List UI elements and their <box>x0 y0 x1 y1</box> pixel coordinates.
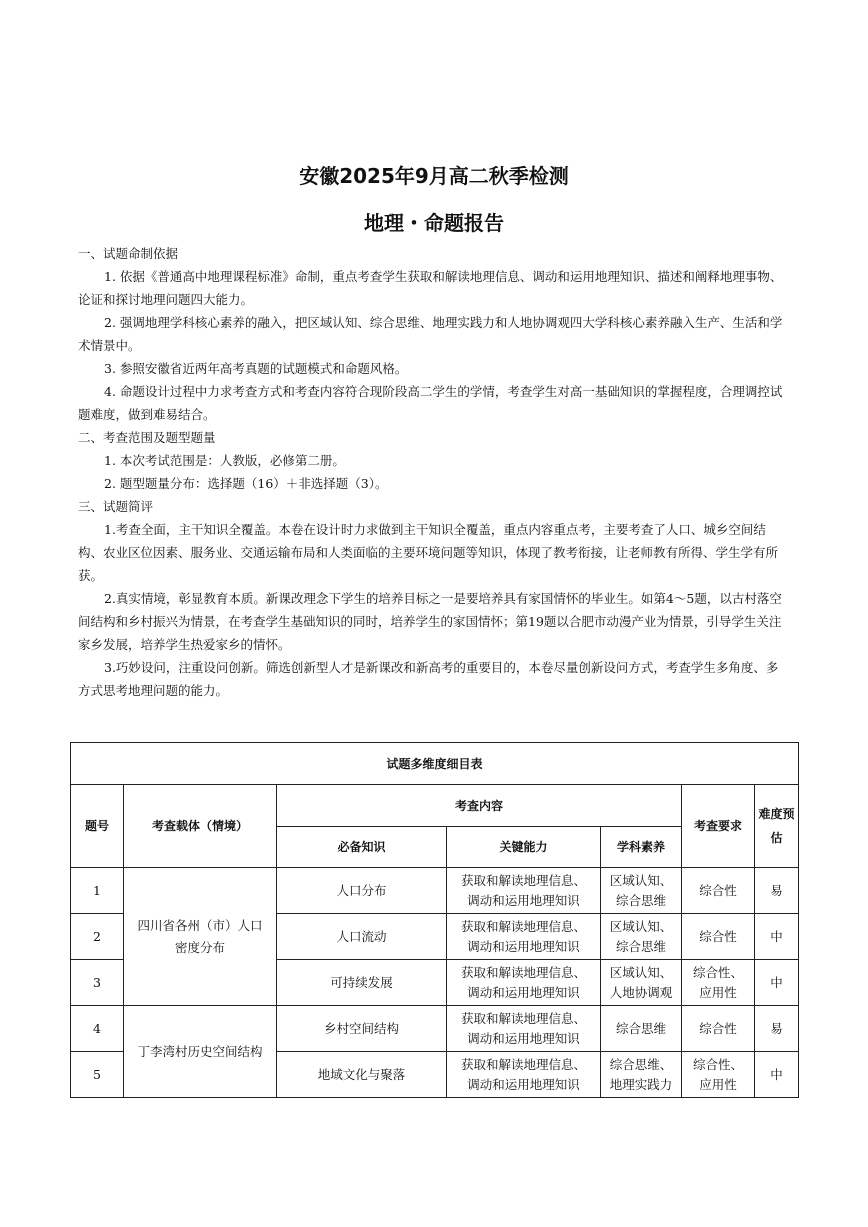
cell-carrier: 四川省各州（市）人口密度分布 <box>124 868 277 1006</box>
cell-ability: 获取和解读地理信息、调动和运用地理知识 <box>447 1006 601 1052</box>
cell-difficulty: 中 <box>755 960 799 1006</box>
cell-knowledge: 人口分布 <box>277 868 447 914</box>
header-requirement: 考查要求 <box>682 785 755 868</box>
paragraph: 2.真实情境，彰显教育本质。新课改理念下学生的培养目标之一是要培养具有家国情怀的毕业生。如第4～5题，以古村落空间结构和乡村振兴为情景，在考查学生基础知识的同时，培养学生的家国情怀；第19题以合肥市动漫产业为情景，引导学生关注家乡发展，培养学生热爱家乡的情怀。 <box>78 591 782 652</box>
table-caption: 试题多维度细目表 <box>71 743 799 785</box>
paragraph: 3.巧妙设问，注重设问创新。筛选创新型人才是新课改和新高考的重要目的，本卷尽量创新设问方式，考查学生多角度、多方式思考地理问题的能力。 <box>78 660 779 698</box>
cell-requirement: 综合性、应用性 <box>682 960 755 1006</box>
header-literacy: 学科素养 <box>601 827 682 868</box>
cell-ability: 获取和解读地理信息、调动和运用地理知识 <box>447 960 601 1006</box>
page-title: 安徽2025年9月高二秋季检测 <box>299 164 569 188</box>
paragraph: 3. 参照安徽省近两年高考真题的试题模式和命题风格。 <box>104 361 408 376</box>
cell-num: 5 <box>71 1052 124 1098</box>
paragraph: 1. 本次考试范围是：人教版，必修第二册。 <box>104 453 345 468</box>
cell-knowledge: 人口流动 <box>277 914 447 960</box>
cell-knowledge: 地域文化与聚落 <box>277 1052 447 1098</box>
header-num: 题号 <box>71 785 124 868</box>
cell-requirement: 综合性 <box>682 914 755 960</box>
cell-ability: 获取和解读地理信息、调动和运用地理知识 <box>447 1052 601 1098</box>
header-content: 考查内容 <box>277 785 682 827</box>
paragraph: 1.考查全面，主干知识全覆盖。本卷在设计时力求做到主干知识全覆盖，重点内容重点考，主要考查了人口、城乡空间结构、农业区位因素、服务业、交通运输布局和人类面临的主要环境问题等知识，体现了教考衔接，让老师教有所得、学生学有所获。 <box>78 522 779 583</box>
detail-table <box>70 742 799 1098</box>
paragraph: 4. 命题设计过程中力求考查方式和考查内容符合现阶段高二学生的学情，考查学生对高一基础知识的掌握程度，合理调控试题难度，做到难易结合。 <box>78 384 783 422</box>
section-heading: 二、考查范围及题型题量 <box>78 430 216 445</box>
cell-num: 1 <box>71 868 124 914</box>
section-heading: 三、试题简评 <box>78 499 154 514</box>
cell-knowledge: 可持续发展 <box>277 960 447 1006</box>
table-row <box>71 868 799 914</box>
cell-requirement: 综合性 <box>682 1006 755 1052</box>
cell-num: 3 <box>71 960 124 1006</box>
paragraph: 1. 依据《普通高中地理课程标准》命制，重点考查学生获取和解读地理信息、调动和运用地理知识、描述和阐释地理事物、论证和探讨地理问题四大能力。 <box>78 269 783 307</box>
cell-difficulty: 易 <box>755 868 799 914</box>
cell-ability: 获取和解读地理信息、调动和运用地理知识 <box>447 868 601 914</box>
cell-num: 4 <box>71 1006 124 1052</box>
cell-literacy: 区域认知、综合思维 <box>601 914 682 960</box>
cell-ability: 获取和解读地理信息、调动和运用地理知识 <box>447 914 601 960</box>
page-subtitle: 地理・命题报告 <box>364 211 504 235</box>
header-ability: 关键能力 <box>447 827 601 868</box>
cell-literacy: 综合思维 <box>601 1006 682 1052</box>
cell-difficulty: 中 <box>755 1052 799 1098</box>
paragraph: 2. 强调地理学科核心素养的融入，把区域认知、综合思维、地理实践力和人地协调观四大学科核心素养融入生产、生活和学术情景中。 <box>78 315 783 353</box>
header-difficulty: 难度预估 <box>755 785 799 868</box>
cell-requirement: 综合性 <box>682 868 755 914</box>
table-row <box>71 1006 799 1052</box>
cell-difficulty: 易 <box>755 1006 799 1052</box>
cell-literacy: 综合思维、地理实践力 <box>601 1052 682 1098</box>
cell-requirement: 综合性、应用性 <box>682 1052 755 1098</box>
report-body <box>78 242 790 702</box>
cell-carrier: 丁李湾村历史空间结构 <box>124 1006 277 1098</box>
cell-literacy: 区域认知、人地协调观 <box>601 960 682 1006</box>
cell-num: 2 <box>71 914 124 960</box>
cell-difficulty: 中 <box>755 914 799 960</box>
section-heading: 一、试题命制依据 <box>78 246 179 261</box>
cell-knowledge: 乡村空间结构 <box>277 1006 447 1052</box>
header-knowledge: 必备知识 <box>277 827 447 868</box>
paragraph: 2. 题型题量分布：选择题（16）＋非选择题（3）。 <box>104 476 388 491</box>
header-carrier: 考查载体（情境） <box>124 785 277 868</box>
cell-literacy: 区域认知、综合思维 <box>601 868 682 914</box>
